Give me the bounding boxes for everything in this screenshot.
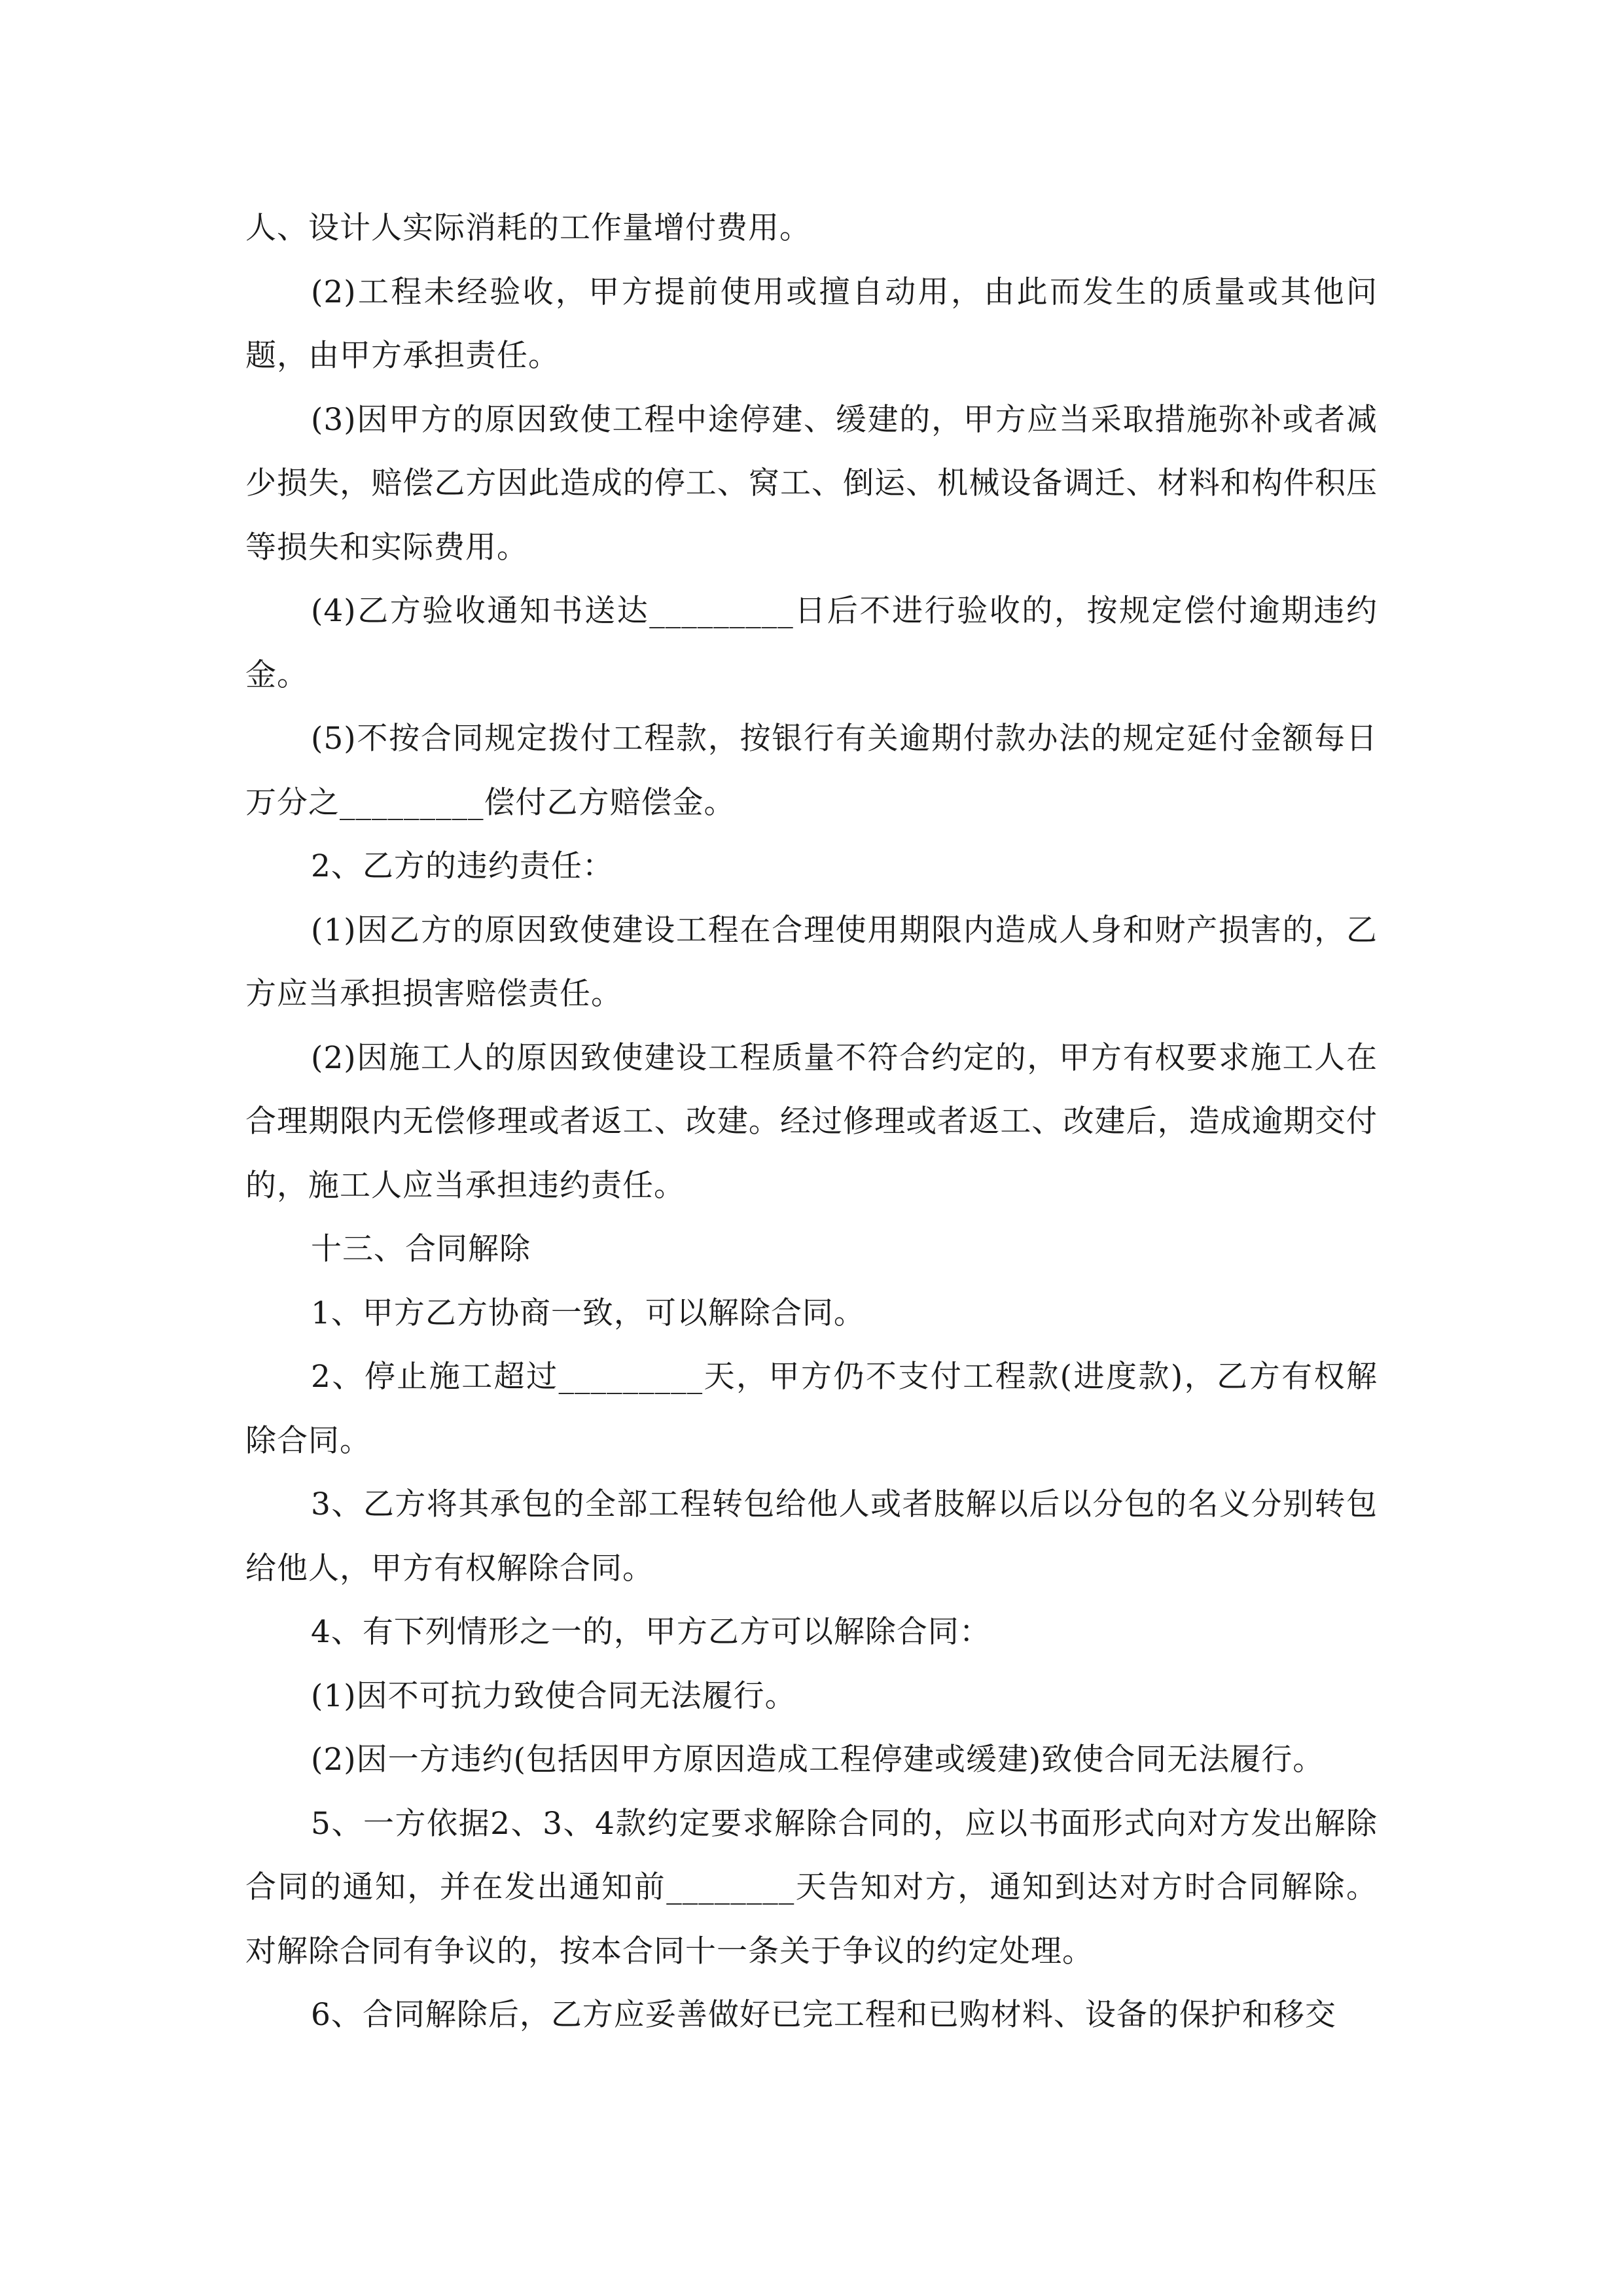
paragraph-liability-4: (4)乙方验收通知书送达_________日后不进行验收的，按规定偿付逾期违约金。: [245, 593, 1378, 693]
document-body: [245, 196, 1378, 2047]
paragraph-termination-4-2: (2)因一方违约(包括因甲方原因造成工程停建或缓建)致使合同无法履行。: [311, 1742, 1325, 1778]
paragraph-liability-5: (5)不按合同规定拨付工程款，按银行有关逾期付款办法的规定延付金额每日万分之_________偿付乙方赔偿金。: [245, 721, 1378, 821]
paragraph-termination-3: 3、乙方将其承包的全部工程转包给他人或者肢解以后以分包的名义分别转包给他人，甲方有权解除合同。: [245, 1486, 1378, 1587]
paragraph-party-b-liability-1: (1)因乙方的原因致使建设工程在合理使用期限内造成人身和财产损害的，乙方应当承担损害赔偿责任。: [245, 912, 1378, 1012]
paragraph-party-b-liability-heading: 2、乙方的违约责任：: [311, 848, 614, 884]
paragraph-continued: 人、设计人实际消耗的工作量增付费用。: [245, 210, 811, 246]
paragraph-termination-4-1: (1)因不可抗力致使合同无法履行。: [311, 1677, 796, 1714]
paragraph-liability-2: (2)工程未经验收，甲方提前使用或擅自动用，由此而发生的质量或其他问题，由甲方承担责任。: [245, 274, 1378, 374]
paragraph-termination-5: 5、一方依据2、3、4款约定要求解除合同的，应以书面形式向对方发出解除合同的通知，并在发出通知前________天告知对方，通知到达对方时合同解除。对解除合同有争议的，按本合同十一条关于争议的约定处理。: [245, 1805, 1378, 1969]
paragraph-termination-2: 2、停止施工超过_________天，甲方仍不支付工程款(进度款)，乙方有权解除合同。: [245, 1359, 1378, 1459]
paragraph-termination-4: 4、有下列情形之一的，甲方乙方可以解除合同：: [311, 1614, 991, 1650]
paragraph-party-b-liability-2: (2)因施工人的原因致使建设工程质量不符合约定的，甲方有权要求施工人在合理期限内无偿修理或者返工、改建。经过修理或者返工、改建后，造成逾期交付的，施工人应当承担违约责任。: [245, 1039, 1378, 1204]
paragraph-termination-6: 6、合同解除后，乙方应妥善做好已完工程和已购材料、设备的保护和移交: [311, 1997, 1336, 2033]
section-heading-contract-termination: 十三、合同解除: [311, 1231, 531, 1267]
paragraph-termination-1: 1、甲方乙方协商一致，可以解除合同。: [311, 1295, 865, 1331]
paragraph-liability-3: (3)因甲方的原因致使工程中途停建、缓建的，甲方应当采取措施弥补或者减少损失，赔偿乙方因此造成的停工、窝工、倒运、机械设备调迁、材料和构件积压等损失和实际费用。: [245, 401, 1378, 565]
